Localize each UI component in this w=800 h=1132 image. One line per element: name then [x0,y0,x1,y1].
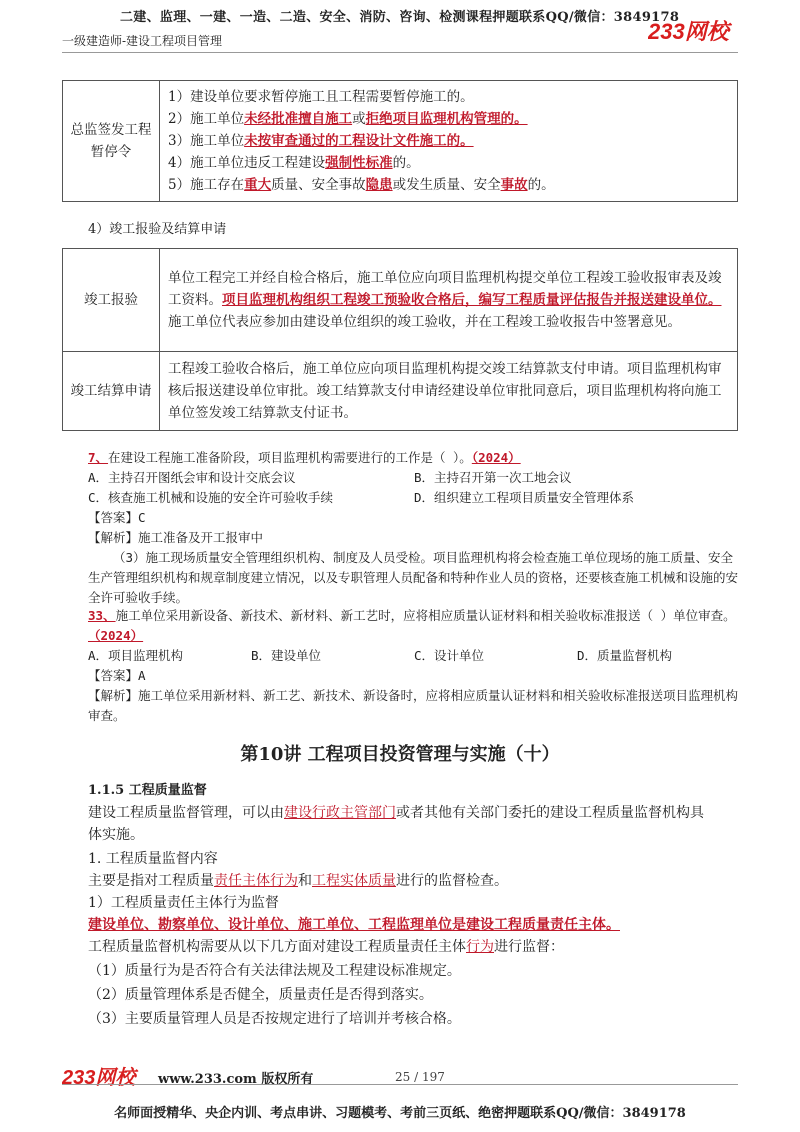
list-item: 4）施工单位违反工程建设强制性标准的。 [168,155,420,171]
table-value-cell [160,81,738,202]
paragraph: 主要是指对工程质量责任主体行为和工程实体质量进行的监督检查。 [88,873,508,889]
key-line: 暂停令 [90,144,132,160]
question-7: 7、在建设工程施工准备阶段，项目监理机构需要进行的工作是（ ）。（2024） A．主持召开图纸会审和设计交底会议 B．主持召开第一次工地会议 C．核查施工机械和设施的安全许可验收手续 D．组织建立工程项目质量安全管理体系 【答案】C 【解析】施工准备及开工报审中 （3）施工现场质量安全管理组织机构、制度及人员受检。项目监理机构将会检查施工单位现场的施工质量、安全生产管理组织机构和规章制度建立情况，以及专职管理人员配备和特种作业人员的资格，还要核查施工机械和设施的安全许可验收手续。 [88,450,739,605]
key-line: 总监签发工程 [70,122,152,138]
list-item: （1）质量行为是否符合有关法律法规及工程建设标准规定。 [88,963,461,979]
paragraph: 建设工程质量监督管理，可以由建设行政主管部门或者其他有关部门委托的建设工程质量监督机构具体实施。 [88,805,704,843]
table-value-cell: 工程竣工验收合格后，施工单位应向项目监理机构提交竣工结算款支付申请。项目监理机构审核后报送建设单位审批。竣工结算款支付申请经建设单位审批同意后，项目监理机构将向施工单位签发竣工结算款支付证书。 [160,352,738,431]
footer-logo [62,1064,148,1090]
section-heading: 4）竣工报验及结算申请 [88,222,227,237]
list-item: （3）主要质量管理人员是否按规定进行了培训并考核合格。 [88,1011,461,1027]
table-key-cell: 竣工结算申请 [63,352,160,431]
paragraph: 工程质量监督机构需要从以下几方面对建设工程质量责任主体行为进行监督： [88,939,564,955]
section-title: 1.1.5 工程质量监督 [88,783,207,798]
svg-text:233网校: 233网校 [648,19,729,44]
list-item: 1）建设单位要求暂停施工且工程需要暂停施工的。 [168,89,474,105]
table-value-cell: 单位工程完工并经自检合格后，施工单位应向项目监理机构提交单位工程竣工验收报审表及竣工资料。项目监理机构组织工程竣工预验收合格后，编写工程质量评估报告并报送建设单位。施工单位代表应参加由建设单位组织的竣工验收，并在工程竣工验收报告中签署意见。 [160,249,738,352]
lecture-title: 第10讲 工程项目投资管理与实施（十） [240,744,560,765]
list-item: 5）施工存在重大质量、安全事故隐患或发生质量、安全事故的。 [168,177,555,193]
footer-banner: 名师面授精华、央企内训、考点串讲、习题模考、考前三页纸、绝密押题联系QQ/微信：3849178 [114,1106,686,1121]
list-item: 3）施工单位未按审查通过的工程设计文件施工的。 [168,133,474,149]
list-heading: 1. 工程质量监督内容 [88,851,218,867]
completion-table [62,248,738,431]
page-number: 25 / 197 [395,1070,445,1084]
document-subtitle: 一级建造师-建设工程项目管理 [62,34,223,48]
question-33: 33、施工单位采用新设备、新技术、新材料、新工艺时，应将相应质量认证材料和相关验收标准报送（ ）单位审查。（2024） A．项目监理机构 B．建设单位 C．设计单位 D．质量监督机构 【答案】A 【解析】施工单位采用新材料、新工艺、新技术、新设备时，应将相应质量认证材料和相关验收标准报送项目监理机构审查。 [88,608,739,723]
table-key-cell: 竣工报验 [63,249,160,352]
header-divider [62,52,738,53]
list-item: 2）施工单位未经批准擅自施工或拒绝项目监理机构管理的。 [168,111,528,127]
brand-logo [648,16,740,46]
list-heading: 1）工程质量责任主体行为监督 [88,895,279,911]
table-key-cell [63,81,160,202]
svg-text:233网校: 233网校 [62,1067,136,1089]
key-point: 建设单位、勘察单位、设计单位、施工单位、工程监理单位是建设工程质量责任主体。 [88,917,620,933]
suspension-order-table [62,80,738,202]
list-item: （2）质量管理体系是否健全，质量责任是否得到落实。 [88,987,433,1003]
footer-site: www.233.com 版权所有 [158,1072,314,1087]
footer-divider [62,1084,738,1085]
header-banner: 二建、监理、一建、一造、二造、安全、消防、咨询、检测课程押题联系QQ/微信：3849178 [120,10,680,25]
